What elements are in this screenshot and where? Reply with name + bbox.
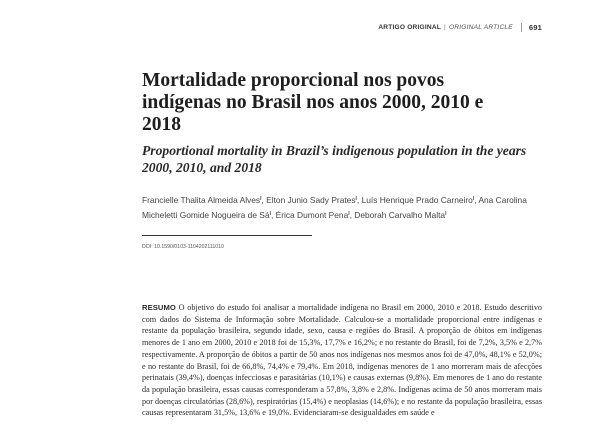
- section-separator: |: [444, 24, 446, 31]
- author-name: Francielle Thalita Almeida Alves: [142, 195, 261, 205]
- author-separator: ,: [474, 195, 479, 205]
- author[interactable]: [266, 195, 357, 205]
- author[interactable]: [142, 195, 261, 205]
- author[interactable]: [276, 210, 350, 220]
- affiliation-marker: I: [260, 196, 262, 202]
- author-name: Luís Henrique Prado Carneiro: [361, 195, 473, 205]
- affiliation-marker: I: [472, 196, 475, 202]
- affiliation-marker: I: [355, 196, 357, 202]
- doi-link[interactable]: DOI: 10.1590/0103-1104202111010: [142, 244, 224, 250]
- section-label-en: ORIGINAL ARTICLE: [448, 24, 513, 31]
- author-name: Ana Carolina Micheletti Gomide Nogueira de Sá: [142, 195, 527, 220]
- page-number: 691: [521, 23, 542, 32]
- author-separator: ,: [270, 209, 276, 220]
- abstract: [142, 302, 542, 431]
- abstract-text: O objetivo do estudo foi analisar a mortalidade indígena no Brasil em 2000, 2010 e 2018. Estudo descritivo com dados do Sistema de Informação sobre Mortalidade. Calculou-se a mortalidade proporcional entre indígenas e restante da população brasileira, segundo idade, sexo, causa e regiões do Brasil. A proporção de óbitos em indígenas menores de 1 ano em 2000, 2010 e 2018 foi de 15,3%, 17,7% e 16,2%; e no restante do Brasil, foi de 7,2%, 3,5% e 2,7% respectivamente. A proporção de óbitos a partir de 50 anos nos indígenas nos mesmos anos foi de 47,0%, 48,1% e 52,0%; e no restante do Brasil, foi de 66,8%, 74,4% e 79,4%. Em 2018, indígenas menores de 1 ano morreram mais de afecções perinatais (39,4%), doenças infecciosas e parasitárias (10,1%) e causas externas (9,8%). Em menores de 1 ano do restante da população brasileira, essas causas corresponderam a 57,8%, 3,8% e 2,8%. Indígenas acima de 50 anos morreram mais por doenças circulatórias (28,6%), respiratórias (15,4%) e neoplasias (14,6%); e no restante da população brasileira, essas causas representaram 31,5%, 13,6% e 19,0%. Evidenciaram-se desigualdades em saúde e: [142, 303, 542, 418]
- article-subtitle: Proportional mortality in Brazil’s indigenous population in the years 2000, 2010, and 2018: [142, 143, 527, 175]
- author-name: Elton Junio Sady Prates: [266, 195, 356, 205]
- affiliation-marker: I: [348, 210, 350, 217]
- section-label: ARTIGO ORIGINAL: [378, 24, 442, 31]
- divider-rule: [142, 235, 312, 236]
- author[interactable]: [362, 195, 475, 205]
- author-name: Deborah Carvalho Malta: [354, 209, 446, 220]
- author-list: [142, 193, 542, 222]
- article-title: Mortalidade proporcional nos povos indígenas no Brasil nos anos 2000, 2010 e 2018: [142, 70, 484, 135]
- author-separator: ,: [349, 209, 355, 220]
- running-head: [378, 23, 542, 32]
- author-separator: ,: [356, 195, 362, 205]
- abstract-label: RESUMO: [142, 303, 176, 312]
- affiliation-marker: I: [269, 210, 271, 217]
- author-separator: ,: [261, 195, 267, 205]
- author-name: Érica Dumont Pena: [275, 209, 349, 220]
- author[interactable]: [354, 210, 446, 220]
- affiliation-marker: I: [445, 210, 447, 217]
